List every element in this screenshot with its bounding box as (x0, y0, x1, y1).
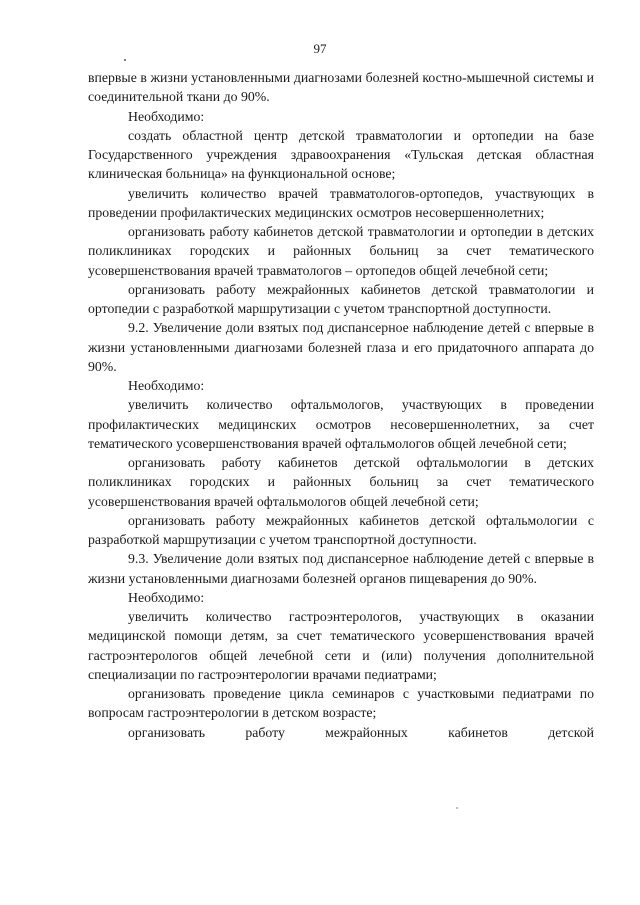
paragraph: организовать работу кабинетов детской офтальмологии в детских поликлиниках городских и районных больниц за счет тематического усовершенствования врачей офтальмологов общей лечебной сети; (88, 455, 594, 509)
paragraph: организовать работу межрайонных кабинетов детской травматологии и ортопедии с разработкой маршрутизации с учетом транспортной доступности. (88, 281, 594, 316)
body-text (88, 68, 594, 742)
paragraph: увеличить количество врачей травматологов-ортопедов, участвующих в проведении профилактических медицинских осмотров несовершеннолетних; (88, 185, 594, 220)
page-number: 97 (313, 41, 327, 56)
scan-speck (124, 59, 126, 61)
paragraph: организовать работу межрайонных кабинетов детской (128, 724, 594, 740)
paragraph: организовать работу межрайонных кабинетов детской офтальмологии с разработкой маршрутизации с учетом транспортной доступности. (88, 512, 594, 547)
paragraph-heading: Необходимо: (128, 589, 205, 605)
paragraph: создать областной центр детской травматологии и ортопедии на базе Государственного учреждения здравоохранения «Тульская детская областная клиническая больница» на функциональной основе; (88, 127, 594, 182)
paragraph: увеличить количество гастроэнтерологов, участвующих в оказании медицинской помощи детям, за счет тематического усовершенствования врачей гастроэнтерологов общей лечебной сети и (или) получения дополнительной специализации по гастроэнтерологии врачами педиатрами; (88, 609, 594, 682)
paragraph: организовать работу кабинетов детской травматологии и ортопедии в детских поликлиниках городских и районных больниц за счет тематического усовершенствования врачей травматологов – ортопедов общей лечебной сети; (88, 224, 594, 278)
scan-speck (456, 807, 458, 809)
paragraph-heading: Необходимо: (128, 378, 205, 393)
paragraph: организовать проведение цикла семинаров с участковыми педиатрами по вопросам гастроэнтерологии в детском возрасте; (88, 686, 594, 721)
paragraph: впервые в жизни установленными диагнозами болезней костно-мышечной системы и соединительной ткани до 90%. (88, 70, 594, 105)
section-paragraph: 9.2. Увеличение доли взятых под диспансерное наблюдение детей с впервые в жизни установленными диагнозами болезней глаза и его придаточного аппарата до 90%. (88, 320, 594, 374)
paragraph-heading: Необходимо: (128, 108, 205, 124)
paragraph: увеличить количество офтальмологов, участвующих в проведении профилактических медицинских осмотров несовершеннолетних, за счет тематического усовершенствования врачей офтальмологов общей лечебной сети; (88, 397, 594, 451)
section-paragraph: 9.3. Увеличение доли взятых под диспансерное наблюдение детей с впервые в жизни установленными диагнозами болезней органов пищеварения до 90%. (88, 551, 594, 586)
